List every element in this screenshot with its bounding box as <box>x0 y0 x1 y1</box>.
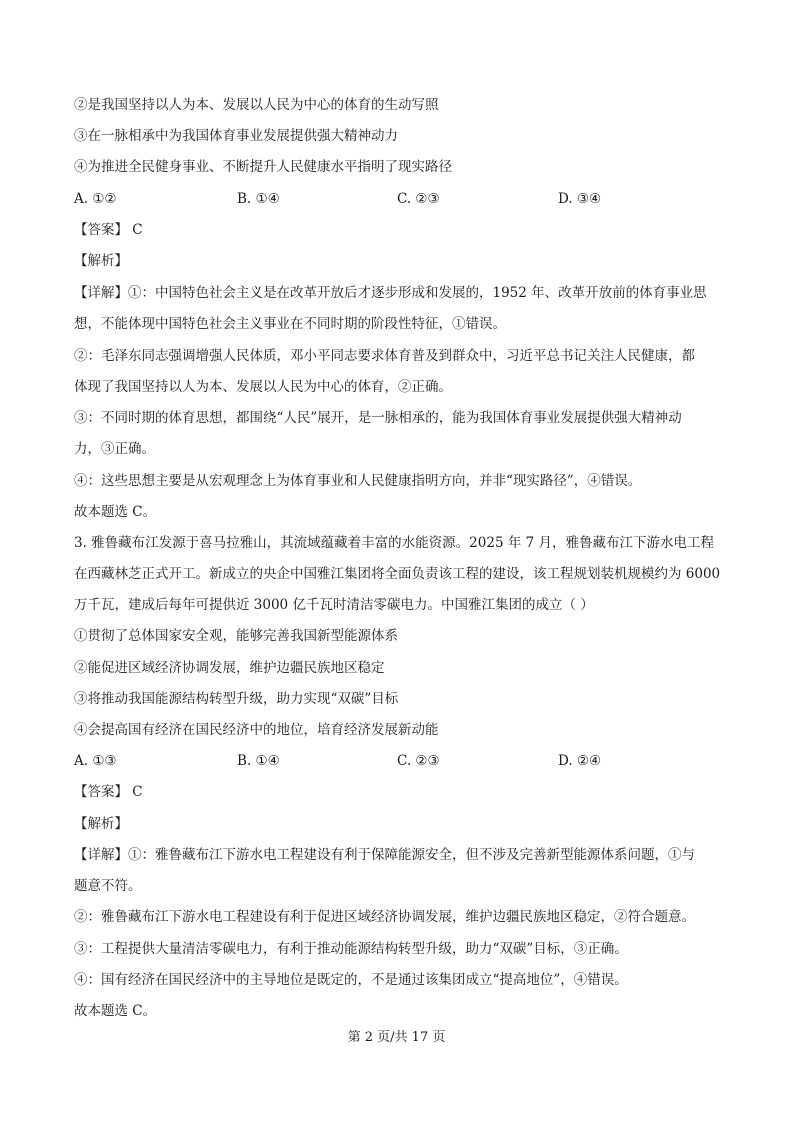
q3-options <box>74 752 714 770</box>
q2-explanation-line: ②：毛泽东同志强调增强人民体质，邓小平同志要求体育普及到群众中，习近平总书记关注人民健康，都 <box>74 348 695 364</box>
q3-stem-line: 万千瓦，建成后每年可提供近 3000 亿千瓦时清洁零碳电力。中国雅江集团的成立（ ） <box>74 597 594 613</box>
q3-analysis-label: 【解析】 <box>74 816 128 832</box>
q3-stem-line: 3. 雅鲁藏布江发源于喜马拉雅山，其流域蕴藏着丰富的水能资源。2025 年 7 月，雅鲁藏布江下游水电工程 <box>74 535 714 551</box>
q3-statement-2: ②能促进区域经济协调发展，维护边疆民族地区稳定 <box>74 660 385 676</box>
q2-explanation-line: ④：这些思想主要是从宏观理念上为体育事业和人民健康指明方向，并非“现实路径”，④错误。 <box>74 473 642 489</box>
q2-option-c: C. ②③ <box>397 191 440 207</box>
q3-explanation-line: 题意不符。 <box>74 878 142 894</box>
q3-option-a: A. ①③ <box>74 753 117 769</box>
q3-statement-4: ④会提高国有经济在国民经济中的地位，培育经济发展新动能 <box>74 722 439 738</box>
q2-explanation-line: ③：不同时期的体育思想，都围绕“人民”展开，是一脉相承的，能为我国体育事业发展提供强大精神动 <box>74 410 682 426</box>
q3-answer: 【答案】 C <box>74 784 143 800</box>
q2-option-d: D. ③④ <box>558 191 602 207</box>
page-footer: 第 2 页/共 17 页 <box>347 1030 446 1045</box>
q3-explanation-line: ③：工程提供大量清洁零碳电力，有利于推动能源结构转型升级，助力“双碳”目标，③正确。 <box>74 941 628 957</box>
q3-statement-1: ①贯彻了总体国家安全观，能够完善我国新型能源体系 <box>74 628 398 644</box>
q2-conclusion: 故本题选 C。 <box>74 504 157 520</box>
q2-explanation-line: 想，不能体现中国特色社会主义事业在不同时期的阶段性特征，①错误。 <box>74 316 506 332</box>
q2-options <box>74 190 714 208</box>
q2-statement-3: ③在一脉相承中为我国体育事业发展提供强大精神动力 <box>74 128 398 144</box>
q2-option-b: B. ①④ <box>237 191 280 207</box>
q2-statement-2: ②是我国坚持以人为本、发展以人民为中心的体育的生动写照 <box>74 97 439 113</box>
q3-statement-3: ③将推动我国能源结构转型升级，助力实现“双碳”目标 <box>74 691 399 707</box>
q3-stem-line: 在西藏林芝正式开工。新成立的央企中国雅江集团将全面负责该工程的建设，该工程规划装机规模约为 6000 <box>74 566 721 582</box>
q3-explanation-line: ④：国有经济在国民经济中的主导地位是既定的，不是通过该集团成立“提高地位”，④错误。 <box>74 972 628 988</box>
q3-option-b: B. ①④ <box>237 753 280 769</box>
q2-statement-4: ④为推进全民健身事业、不断提升人民健康水平指明了现实路径 <box>74 159 452 175</box>
q2-answer: 【答案】 C <box>74 222 143 238</box>
q3-conclusion: 故本题选 C。 <box>74 1003 157 1019</box>
q3-explanation-line: 【详解】①：雅鲁藏布江下游水电工程建设有利于保障能源安全，但不涉及完善新型能源体系问题，①与 <box>74 847 695 863</box>
q2-analysis-label: 【解析】 <box>74 253 128 269</box>
q2-explanation-line: 体现了我国坚持以人为本、发展以人民为中心的体育，②正确。 <box>74 379 452 395</box>
q2-explanation-line: 【详解】①：中国特色社会主义是在改革开放后才逐步形成和发展的，1952 年、改革开放前的体育事业思 <box>74 285 707 301</box>
q2-explanation-line: 力，③正确。 <box>74 441 155 457</box>
q3-option-c: C. ②③ <box>397 753 440 769</box>
q3-option-d: D. ②④ <box>558 753 602 769</box>
q3-explanation-line: ②：雅鲁藏布江下游水电工程建设有利于促进区域经济协调发展，维护边疆民族地区稳定，②符合题意。 <box>74 909 695 925</box>
q2-option-a: A. ①② <box>74 191 117 207</box>
